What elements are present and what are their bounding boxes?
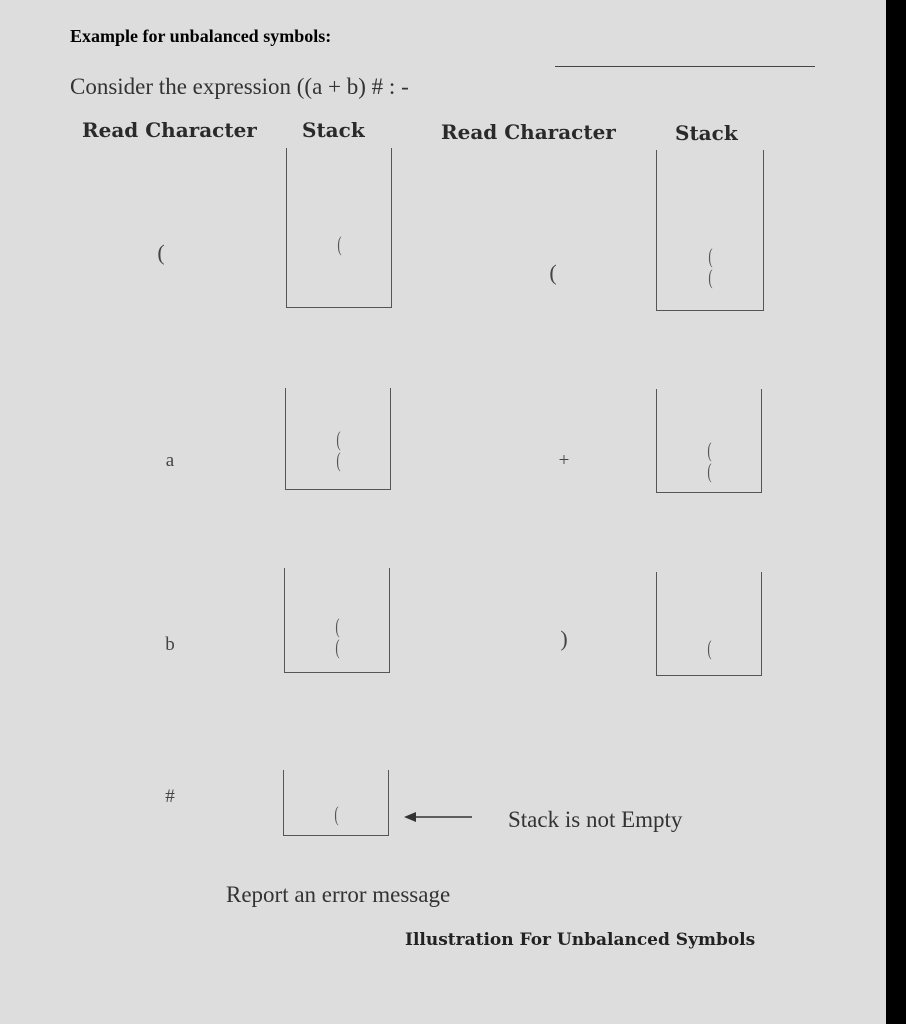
column-header-read-character-right: Read Character [441,120,616,144]
stack-step-6 [656,572,762,676]
read-character-step-3: a [165,450,175,471]
stack-step-4 [656,389,762,493]
expression-intro: Consider the expression ((a + b) # : - [70,74,409,99]
stack-item: ( [706,636,712,660]
stack-item: ( [707,265,713,289]
column-header-stack-right: Stack [675,121,738,145]
read-character-step-7: # [165,786,175,807]
stack-item: ( [335,427,341,451]
read-character-step-6: ) [560,626,568,651]
horizontal-rule [555,66,815,67]
section-heading: Example for unbalanced symbols: [70,26,332,46]
left-arrow-icon [404,810,472,824]
error-report-text: Report an error message [226,882,451,907]
read-character-step-1: ( [157,240,165,265]
stack-step-3 [285,388,391,490]
stack-item: ( [706,438,712,462]
read-character-step-2: ( [549,260,557,285]
stack-item: ( [333,802,339,826]
column-header-stack-left: Stack [302,118,365,142]
column-header-read-character-left: Read Character [82,118,257,142]
figure-caption: Illustration For Unbalanced Symbols [405,930,756,950]
stack-item: ( [335,448,341,472]
read-character-step-4: + [558,450,570,471]
stack-item: ( [334,635,340,659]
stack-item: ( [707,244,713,268]
read-character-step-5: b [165,634,175,655]
stack-step-1 [286,148,392,308]
stack-step-2 [656,150,764,311]
stack-item: ( [334,614,340,638]
stack-item: ( [706,459,712,483]
stack-step-5 [284,568,390,673]
stack-not-empty-note: Stack is not Empty [508,807,683,832]
stack-item: ( [336,232,342,256]
stack-step-7 [283,770,389,836]
